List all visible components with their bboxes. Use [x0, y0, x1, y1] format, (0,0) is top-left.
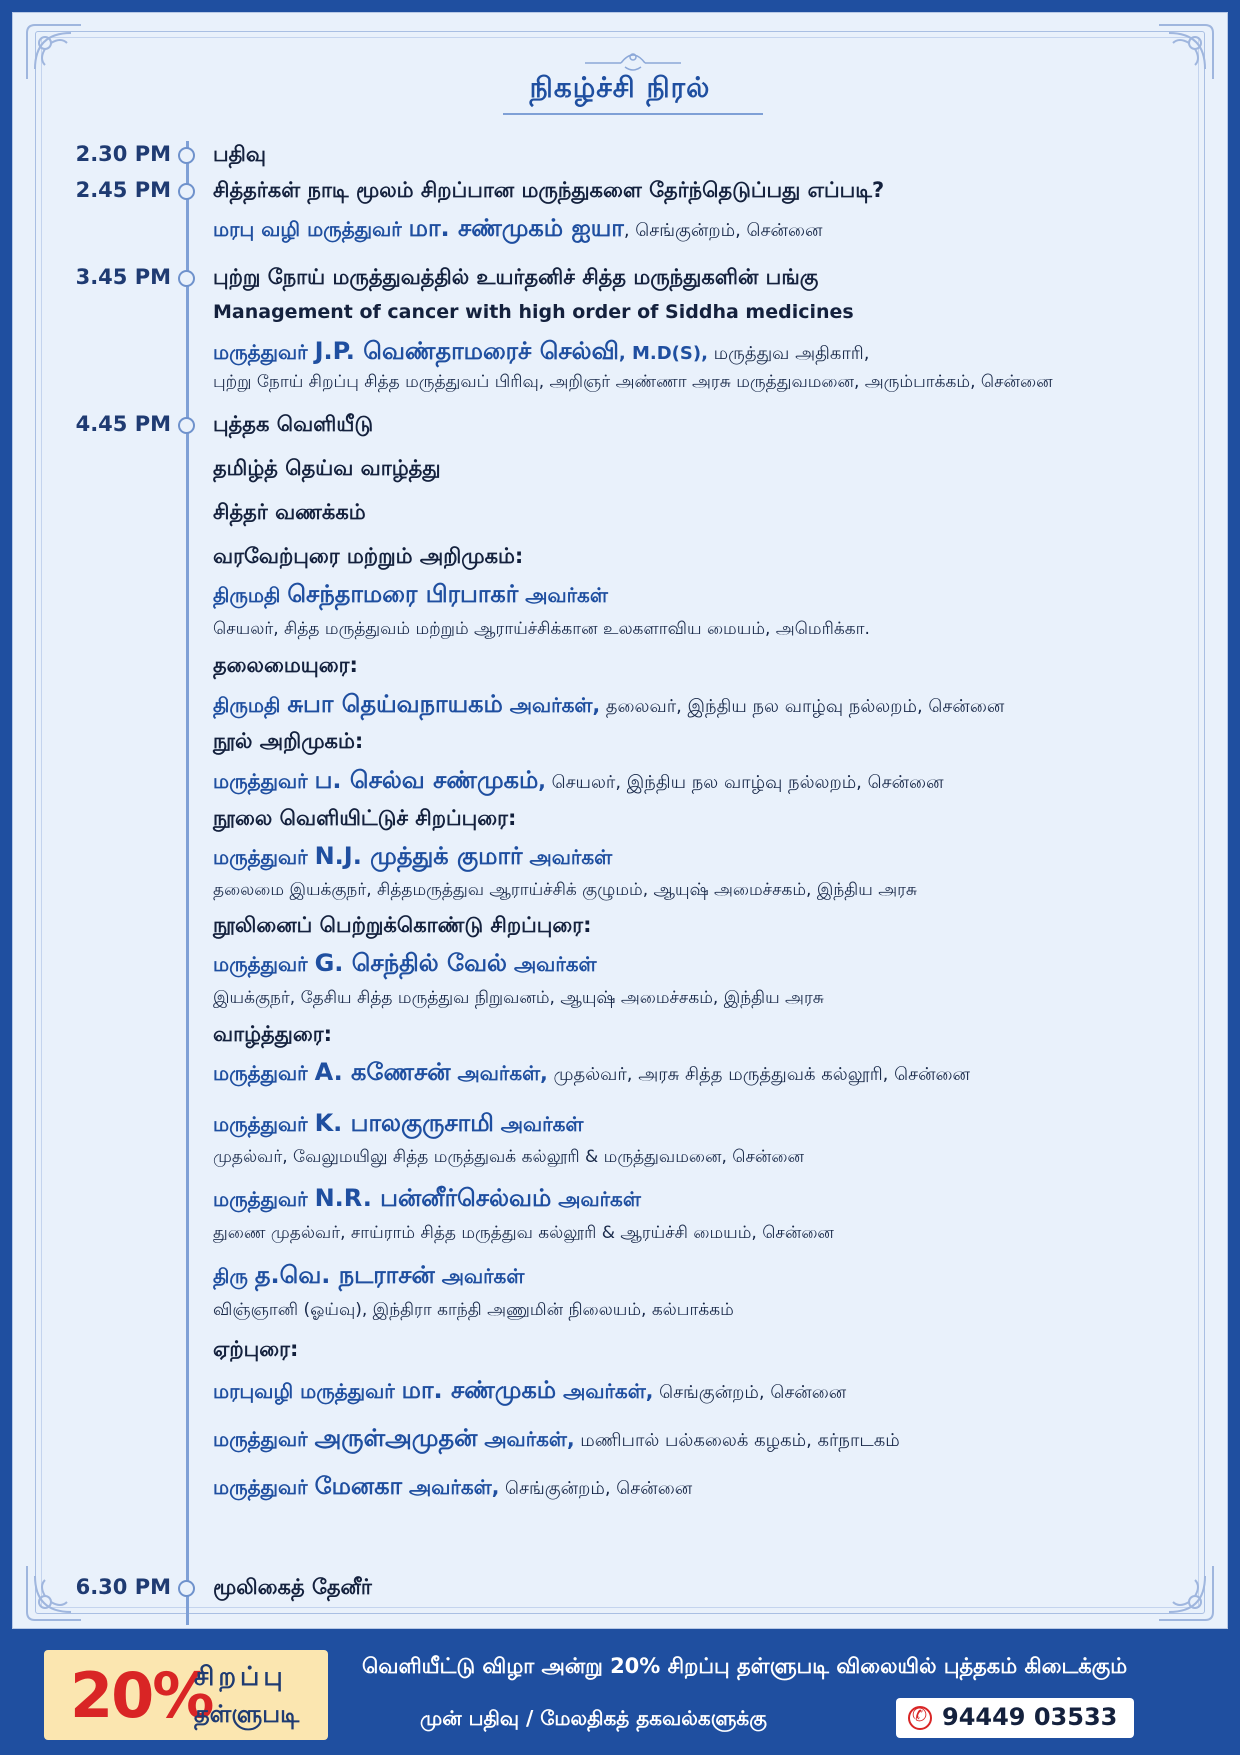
speaker-line [213, 1424, 900, 1455]
title-underline [503, 113, 763, 115]
speaker-name: J.P. வெண்தாமரைச் செல்வி [314, 337, 619, 365]
speaker-suffix: அவர்கள், [502, 693, 601, 717]
section-heading: நூலினைப் பெற்றுக்கொண்டு சிறப்புரை: [213, 913, 592, 937]
agenda-topic: சித்தர்கள் நாடி மூலம் சிறப்பான மருந்துகளை தேர்ந்தெடுப்பது எப்படி? [213, 178, 885, 202]
speaker-line [213, 1472, 692, 1503]
page-title: நிகழ்ச்சி நிரல் [529, 71, 711, 104]
speaker-suffix: , [538, 769, 546, 793]
speaker-prefix: மருத்துவர் [213, 1112, 315, 1136]
speaker-degree: , M.D(S), [618, 343, 708, 364]
speaker-desc: , செங்குன்றம், சென்னை [623, 220, 823, 241]
speaker-prefix: மருத்துவர் [213, 1061, 315, 1085]
speaker-name: மா. சண்முகம் [401, 1376, 557, 1404]
time-label: 2.45 PM [75, 178, 171, 202]
discount-percent: 20% [70, 1659, 213, 1732]
speaker-prefix: மருத்துவர் [213, 1187, 315, 1211]
speaker-prefix: திருமதி [213, 693, 288, 717]
speaker-line [213, 337, 869, 368]
timeline-dot-icon [178, 1580, 195, 1597]
top-ornament-icon [583, 43, 683, 73]
speaker-line [213, 1058, 970, 1089]
speaker-name: செந்தாமரை பிரபாகர் [287, 580, 519, 608]
speaker-suffix: அவர்கள், [402, 1475, 500, 1499]
speaker-line [213, 766, 944, 797]
speaker-name: சுபா தெய்வநாயகம் [287, 690, 503, 718]
agenda-item: சித்தர் வணக்கம் [213, 500, 366, 524]
speaker-desc: செங்குன்றம், சென்னை [653, 1382, 847, 1403]
timeline-dot-icon [178, 417, 195, 434]
speaker-prefix: மருத்துவர் [213, 952, 315, 976]
speaker-desc: தலைவர், இந்திய நல வாழ்வு நல்லறம், சென்னை [600, 696, 1005, 717]
time-label: 6.30 PM [75, 1575, 171, 1599]
speaker-line [213, 1376, 846, 1407]
discount-label: தள்ளுபடி [194, 1700, 300, 1728]
speaker-line [213, 580, 608, 611]
speaker-name: N.R. பன்னீர்செல்வம் [314, 1184, 552, 1212]
speaker-desc: செங்குன்றம், சென்னை [499, 1478, 693, 1499]
speaker-suffix: அவர்கள் [434, 1264, 525, 1288]
speaker-name: N.J. முத்துக் குமார் [314, 842, 523, 870]
speaker-suffix: அவர்கள், [450, 1061, 548, 1085]
agenda-item: தமிழ்த் தெய்வ வாழ்த்து [213, 456, 441, 480]
speaker-suffix: அவர்கள் [551, 1187, 641, 1211]
speaker-line [213, 1261, 524, 1292]
speaker-suffix: அவர்கள், [477, 1427, 575, 1451]
speaker-name: மேனகா [314, 1472, 403, 1500]
speaker-line [213, 1184, 641, 1215]
speaker-org: புற்று நோய் சிறப்பு சித்த மருத்துவப் பிரிவு, அறிஞர் அண்ணா அரசு மருத்துவமனை, அரும்பாக்கம், சென்னை [213, 372, 1053, 392]
speaker-prefix: மரபு வழி மருத்துவர் [213, 217, 409, 241]
contact-label: முன் பதிவு / மேலதிகத் தகவல்களுக்கு [420, 1706, 767, 1730]
speaker-name: A. கணேசன் [314, 1058, 451, 1086]
agenda-topic: புற்று நோய் மருத்துவத்தில் உயர்தனிச் சித்த மருந்துகளின் பங்கு [213, 265, 819, 289]
time-label: 2.30 PM [75, 142, 171, 166]
speaker-suffix: அவர்கள் [506, 952, 597, 976]
speaker-name: K. பாலகுருசாமி [314, 1109, 494, 1137]
agenda-item: மூலிகைத் தேனீர் [213, 1575, 372, 1599]
section-heading: நூலை வெளியிட்டுச் சிறப்புரை: [213, 806, 517, 830]
section-heading: வரவேற்புரை மற்றும் அறிமுகம்: [213, 544, 524, 568]
discount-badge [44, 1650, 328, 1740]
timeline-dot-icon [178, 270, 195, 287]
speaker-suffix: அவர்கள் [522, 845, 613, 869]
speaker-prefix: மருத்துவர் [213, 845, 315, 869]
speaker-prefix: மரபுவழி மருத்துவர் [213, 1379, 402, 1403]
speaker-prefix: மருத்துவர் [213, 340, 315, 364]
speaker-prefix: மருத்துவர் [213, 769, 315, 793]
speaker-desc: துணை முதல்வர், சாய்ராம் சித்த மருத்துவ கல்லூரி & ஆரய்ச்சி மையம், சென்னை [213, 1223, 834, 1243]
time-label: 3.45 PM [75, 265, 171, 289]
speaker-prefix: மருத்துவர் [213, 1475, 315, 1499]
speaker-name: மா. சண்முகம் ஐயா [408, 214, 624, 242]
speaker-desc: இயக்குநர், தேசிய சித்த மருத்துவ நிறுவனம், ஆயுஷ் அமைச்சகம், இந்திய அரசு [213, 988, 824, 1008]
agenda-topic-english: Management of cancer with high order of Siddha medicines [213, 301, 854, 323]
section-heading: வாழ்த்துரை: [213, 1022, 332, 1046]
discount-notice: வெளியீட்டு விழா அன்று 20% சிறப்பு தள்ளுபடி விலையில் புத்தகம் கிடைக்கும் [362, 1654, 1128, 1678]
speaker-suffix: அவர்கள், [556, 1379, 654, 1403]
speaker-name: த.வெ. நடராசன் [254, 1261, 435, 1289]
speaker-desc: செயலர், சித்த மருத்துவம் மற்றும் ஆராய்ச்சிக்கான உலகளாவிய மையம், அமெரிக்கா. [213, 619, 870, 639]
phone-number[interactable]: 94449 03533 [942, 1703, 1118, 1731]
discount-label: சிறப்பு [194, 1662, 287, 1692]
phone-contact[interactable] [896, 1698, 1134, 1738]
timeline-dot-icon [178, 147, 195, 164]
speaker-suffix: அவர்கள் [493, 1112, 584, 1136]
timeline-line [186, 141, 189, 1625]
section-heading: நூல் அறிமுகம்: [213, 729, 364, 753]
speaker-desc: மணிபால் பல்கலைக் கழகம், கர்நாடகம் [574, 1430, 900, 1451]
speaker-desc: விஞ்ஞானி (ஓய்வு), இந்திரா காந்தி அணுமின் நிலையம், கல்பாக்கம் [213, 1300, 734, 1320]
speaker-desc: மருத்துவ அதிகாரி, [707, 343, 870, 364]
speaker-suffix: அவர்கள் [518, 583, 608, 607]
corner-ornament-icon [1149, 1556, 1219, 1626]
timeline-dot-icon [178, 183, 195, 200]
speaker-desc: செயலர், இந்திய நல வாழ்வு நல்லறம், சென்னை [545, 772, 944, 793]
speaker-prefix: திரு [213, 1264, 255, 1288]
speaker-line [213, 1109, 583, 1140]
section-heading: தலைமையுரை: [213, 653, 358, 677]
speaker-name: அருள்அமுதன் [314, 1424, 478, 1452]
speaker-desc: முதல்வர், வேலுமயிலு சித்த மருத்துவக் கல்லூரி & மருத்துவமனை, சென்னை [213, 1147, 804, 1167]
speaker-desc: முதல்வர், அரசு சித்த மருத்துவக் கல்லூரி, சென்னை [547, 1064, 971, 1085]
speaker-line [213, 214, 822, 245]
speaker-line [213, 842, 612, 873]
speaker-line [213, 690, 1004, 721]
program-card [12, 12, 1228, 1629]
speaker-prefix: திருமதி [213, 583, 288, 607]
speaker-line [213, 949, 597, 980]
speaker-prefix: மருத்துவர் [213, 1427, 315, 1451]
phone-icon [908, 1706, 932, 1730]
speaker-name: ப. செல்வ சண்முகம் [314, 766, 539, 794]
agenda-item: புத்தக வெளியீடு [213, 412, 374, 436]
speaker-desc: தலைமை இயக்குநர், சித்தமருத்துவ ஆராய்ச்சிக் குழுமம், ஆயுஷ் அமைச்சகம், இந்திய அரசு [213, 880, 917, 900]
time-label: 4.45 PM [75, 412, 171, 436]
agenda-item: பதிவு [213, 142, 266, 166]
section-heading: ஏற்புரை: [213, 1337, 299, 1361]
speaker-name: G. செந்தில் வேல் [314, 949, 507, 977]
footer-banner [0, 1636, 1240, 1755]
